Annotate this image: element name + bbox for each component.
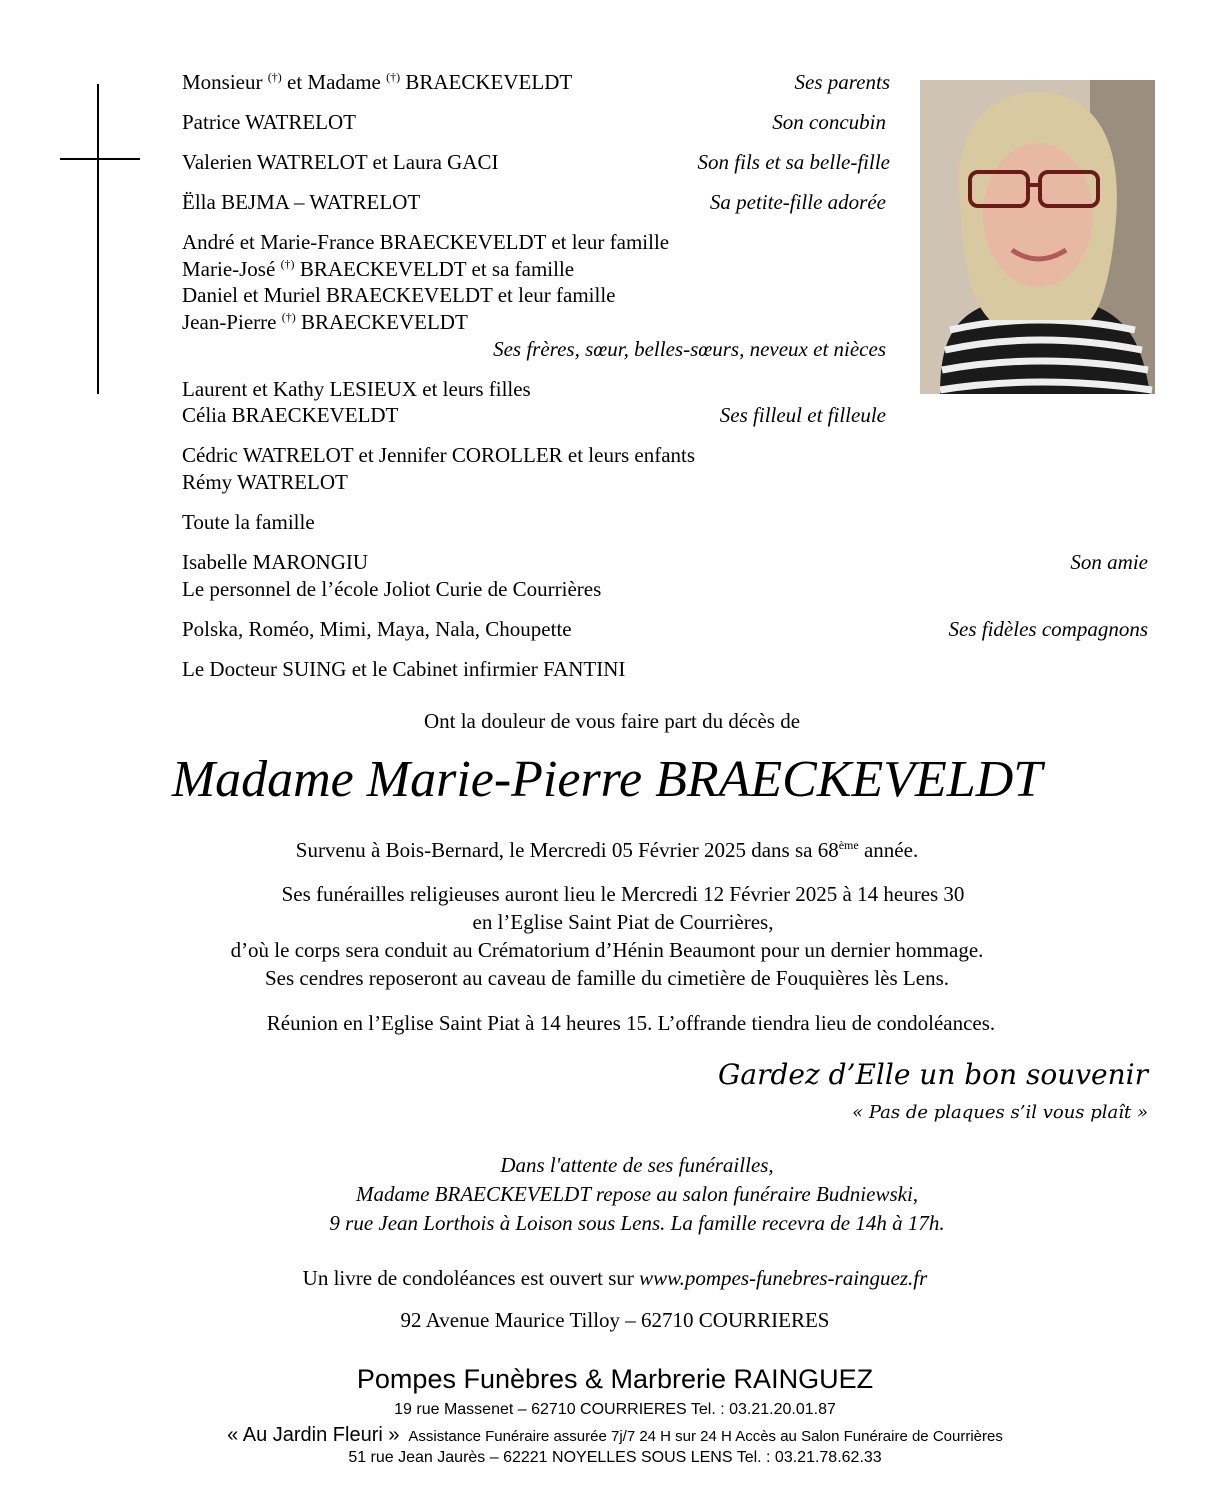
cross-horizontal bbox=[60, 158, 140, 160]
sibling-line-4 bbox=[182, 310, 468, 335]
parents-text-2: et Madame bbox=[281, 70, 387, 94]
parents-text-3: BRAECKEVELDT bbox=[400, 70, 573, 94]
condolence-book-text: Un livre de condoléances est ouvert sur bbox=[302, 1266, 640, 1290]
parents-text-1: Monsieur bbox=[182, 70, 268, 94]
family-concubin: Patrice WATRELOT bbox=[182, 110, 356, 134]
label-parents: Ses parents bbox=[794, 70, 890, 94]
label-concubin: Son concubin bbox=[772, 110, 886, 134]
family-toute: Toute la famille bbox=[182, 510, 315, 534]
label-friend: Son amie bbox=[1070, 550, 1148, 574]
company-address: 19 rue Massenet – 62710 COURRIERES Tel. : 03.21.20.01.87 bbox=[394, 1401, 836, 1418]
funeral-line-4: Ses cendres reposeront au caveau de famille du cimetière de Fouquières lès Lens. bbox=[265, 966, 949, 990]
sibling-line-2 bbox=[182, 257, 574, 282]
salon-line-2: Madame BRAECKEVELDT repose au salon funéraire Budniewski, bbox=[355, 1182, 919, 1206]
funeral-line-2: en l’Eglise Saint Piat de Courrières, bbox=[472, 910, 774, 934]
family-granddaughter: Ëlla BEJMA – WATRELOT bbox=[182, 190, 421, 214]
condolence-book bbox=[8, 1266, 1214, 1291]
doctor: Le Docteur SUING et le Cabinet infirmier FANTINI bbox=[182, 657, 626, 681]
sibling-2-text-b: BRAECKEVELDT et sa famille bbox=[294, 257, 575, 281]
sibling-4-text-b: BRAECKEVELDT bbox=[295, 310, 468, 334]
sibling-2-text-a: Marie-José bbox=[182, 257, 281, 281]
company-name: Pompes Funèbres & Marbrerie RAINGUEZ bbox=[356, 1364, 874, 1394]
deceased-mark-1: (†) bbox=[267, 70, 282, 84]
death-info-end: année. bbox=[858, 838, 919, 862]
deceased-mark-3: (†) bbox=[280, 257, 295, 271]
jardin-info: Assistance Funéraire assurée 7j/7 24 H sur 24 H Accès au Salon Funéraire de Courrières bbox=[408, 1428, 1003, 1445]
label-companions: Ses fidèles compagnons bbox=[948, 617, 1148, 641]
deceased-mark-4: (†) bbox=[281, 310, 296, 324]
jardin-line bbox=[8, 1424, 1214, 1447]
family-parents bbox=[182, 70, 572, 95]
label-granddaughter: Sa petite-fille adorée bbox=[709, 190, 886, 214]
portrait-image bbox=[920, 80, 1155, 394]
companions: Polska, Roméo, Mimi, Maya, Nala, Choupette bbox=[182, 617, 572, 641]
family-remy: Rémy WATRELOT bbox=[182, 470, 348, 494]
funeral-line-3: d’où le corps sera conduit au Crématorium d’Hénin Beaumont pour un dernier hommage. bbox=[230, 938, 984, 962]
death-info-text: Survenu à Bois-Bernard, le Mercredi 05 Février 2025 dans sa 68 bbox=[295, 838, 839, 862]
funeral-home-address: 92 Avenue Maurice Tilloy – 62710 COURRIERES bbox=[400, 1308, 830, 1332]
death-info bbox=[0, 838, 1214, 863]
godchild-line-1: Laurent et Kathy LESIEUX et leurs filles bbox=[182, 377, 531, 401]
sibling-line-3: Daniel et Muriel BRAECKEVELDT et leur famille bbox=[182, 283, 616, 307]
deceased-name: Madame Marie-Pierre BRAECKEVELDT bbox=[171, 751, 1043, 808]
ordinal-suffix: ème bbox=[838, 838, 859, 852]
salon-line-3: 9 rue Jean Lorthois à Loison sous Lens. La famille recevra de 14h à 17h. bbox=[329, 1211, 945, 1235]
label-siblings: Ses frères, sœur, belles-sœurs, neveux et nièces bbox=[493, 337, 886, 361]
godchild-line-2: Célia BRAECKEVELDT bbox=[182, 403, 399, 427]
portrait-photo bbox=[920, 80, 1155, 394]
jardin-address: 51 rue Jean Jaurès – 62221 NOYELLES SOUS LENS Tel. : 03.21.78.62.33 bbox=[348, 1449, 882, 1466]
funeral-line-1: Ses funérailles religieuses auront lieu le Mercredi 12 Février 2025 à 14 heures 30 bbox=[281, 882, 965, 906]
announcement: Ont la douleur de vous faire part du décès de bbox=[423, 709, 801, 733]
cross-vertical bbox=[97, 84, 99, 394]
condolence-url[interactable]: www.pompes-funebres-rainguez.fr bbox=[639, 1266, 928, 1290]
sibling-4-text-a: Jean-Pierre bbox=[182, 310, 282, 334]
family-son: Valerien WATRELOT et Laura GACI bbox=[182, 150, 499, 174]
family-cedric: Cédric WATRELOT et Jennifer COROLLER et leurs enfants bbox=[182, 443, 696, 467]
sibling-line-1: André et Marie-France BRAECKEVELDT et leur famille bbox=[182, 230, 670, 254]
school-staff: Le personnel de l’école Joliot Curie de Courrières bbox=[182, 577, 602, 601]
label-godchildren: Ses filleul et filleule bbox=[719, 403, 886, 427]
no-plaques: « Pas de plaques s’il vous plaît » bbox=[852, 1102, 1148, 1123]
label-son: Son fils et sa belle-fille bbox=[697, 150, 890, 174]
jardin-name: « Au Jardin Fleuri » bbox=[227, 1424, 400, 1446]
friend-isabelle: Isabelle MARONGIU bbox=[182, 550, 369, 574]
deceased-mark-2: (†) bbox=[386, 70, 401, 84]
reunion: Réunion en l’Eglise Saint Piat à 14 heures 15. L’offrande tiendra lieu de condoléances. bbox=[266, 1011, 996, 1035]
souvenir: Gardez d’Elle un bon souvenir bbox=[718, 1058, 1148, 1091]
salon-line-1: Dans l'attente de ses funérailles, bbox=[500, 1153, 774, 1177]
